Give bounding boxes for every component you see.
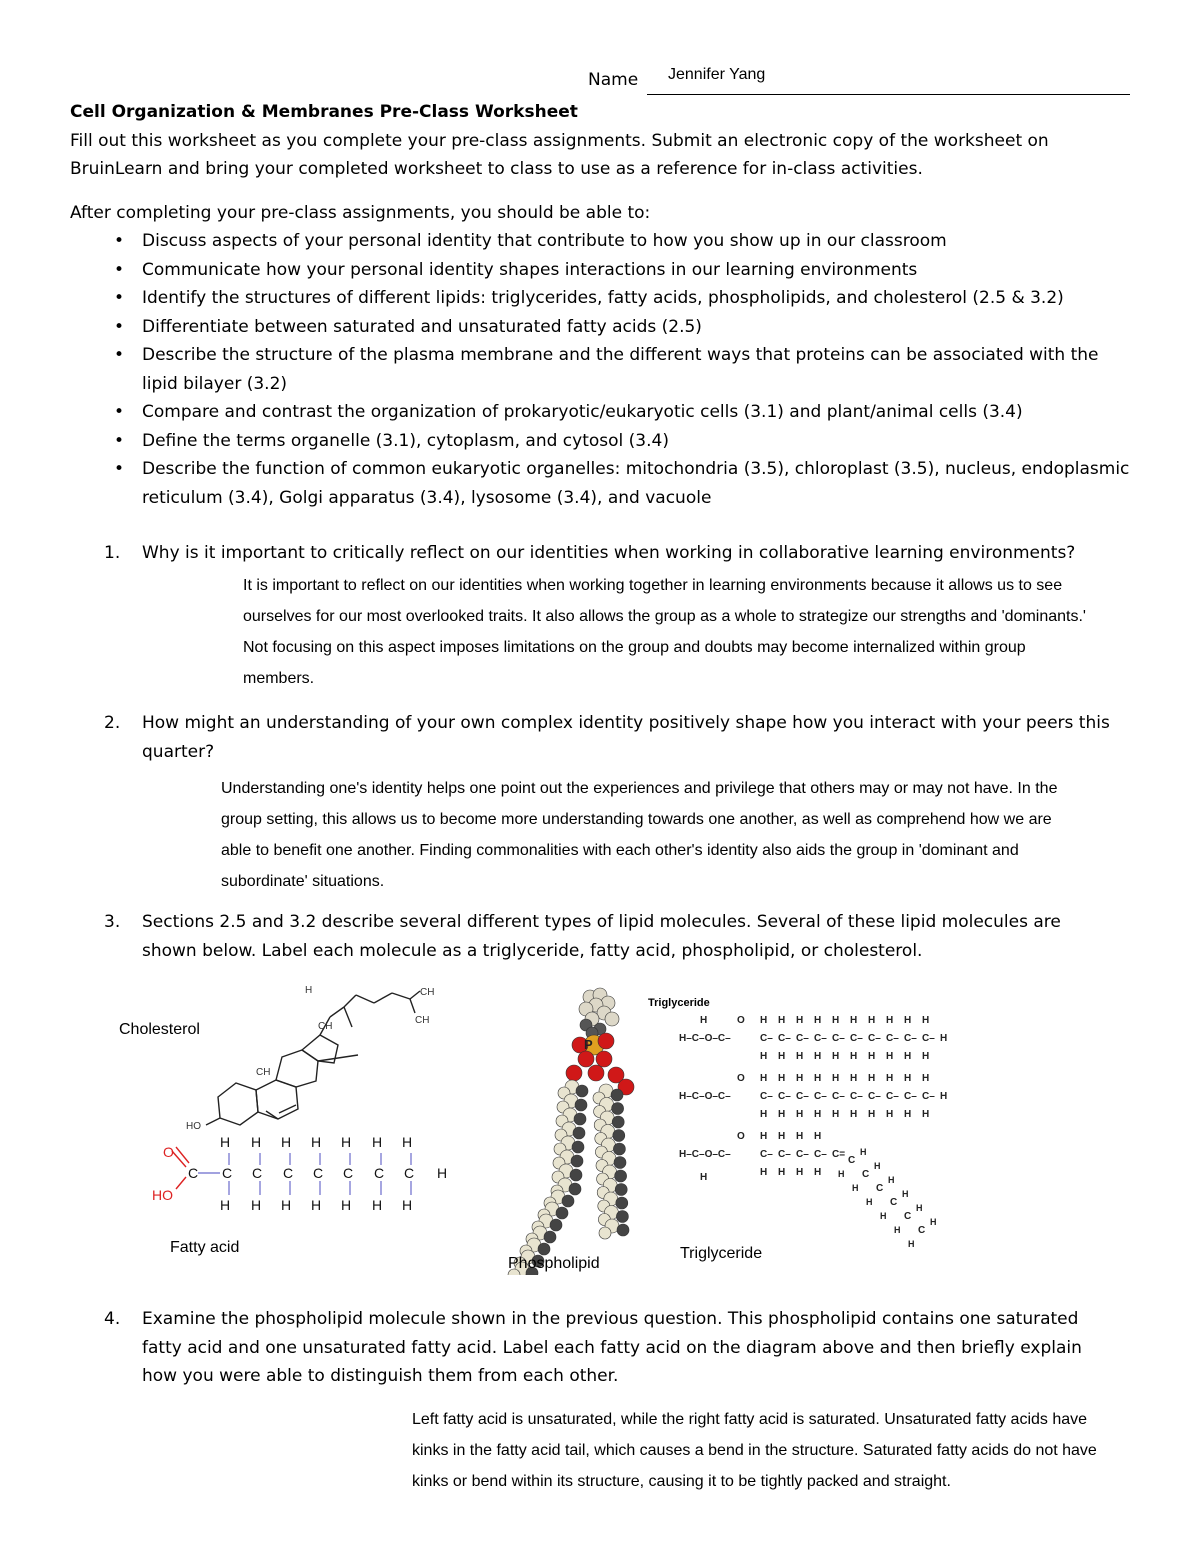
label-phospholipid: Phospholipid [508, 1255, 600, 1272]
objective-item: • Identify the structures of different lipids: triglycerides, fatty acids, phospholipids, and cholesterol (2.5 & 3.2) [70, 284, 1130, 313]
hydrogen-atom: H [838, 1169, 845, 1179]
hydrogen-atom: H [868, 1073, 876, 1084]
hydrogen-atom: H [281, 1197, 292, 1213]
objectives-list [70, 227, 1130, 512]
oxygen-atom: O [163, 1144, 174, 1160]
hydrogen-atom: H [922, 1109, 930, 1120]
carbon-atom: C– [778, 1149, 791, 1160]
methyl-label: CH [318, 1021, 333, 1032]
carbon-atom: C [890, 1197, 898, 1208]
question-1 [70, 539, 1130, 568]
hydrogen-atom: H [832, 1109, 840, 1120]
name-field[interactable]: Jennifer Yang [668, 66, 766, 83]
hydrogen-atom: H [886, 1109, 894, 1120]
carbon-atom: C [904, 1211, 912, 1222]
carbon-atom: C= [832, 1149, 846, 1160]
hydrogen-atom: H [852, 1183, 859, 1193]
head-atom [605, 1012, 619, 1026]
carbon-atom: C– [778, 1091, 791, 1102]
carbon-atom: C– [760, 1033, 773, 1044]
hydrogen-atom: H [832, 1051, 840, 1062]
hydrogen-atom: H [760, 1167, 768, 1178]
carbon-atom: C– [778, 1033, 791, 1044]
cholesterol-structure [206, 991, 420, 1125]
tail-carbon [573, 1127, 585, 1139]
tail-carbon [571, 1155, 583, 1167]
tail-carbon [570, 1169, 582, 1181]
label-fatty-acid: Fatty acid [170, 1239, 240, 1256]
question-3 [70, 908, 1130, 965]
hydrogen-atom: H [814, 1051, 822, 1062]
triglyceride-caption: Triglyceride [648, 997, 710, 1009]
oxygen-ball [598, 1033, 614, 1049]
hydrogen-atom: H [866, 1197, 873, 1207]
tail-carbon [617, 1224, 629, 1236]
carbon-atom: C [283, 1165, 294, 1181]
carbon-atom: C– [760, 1149, 773, 1160]
hydrogen-atom: H [868, 1051, 876, 1062]
objectives-lead: After completing your pre-class assignments, you should be able to: [70, 202, 651, 223]
oxygen-ball [566, 1065, 582, 1081]
tail-carbon [562, 1195, 574, 1207]
hydrogen-atom: H [886, 1051, 894, 1062]
hydrogen-atom: H [922, 1051, 930, 1062]
tail-carbon [612, 1103, 624, 1115]
tail-carbon [612, 1116, 624, 1128]
tail-carbon [615, 1184, 627, 1196]
carbon-atom: C– [796, 1033, 809, 1044]
hydrogen-atom: H [760, 1051, 768, 1062]
tail-carbon [576, 1085, 588, 1097]
objective-item: • Describe the structure of the plasma membrane and the different ways that proteins can be associated with the lipid bilayer (3.2) [70, 341, 1130, 398]
answer-4[interactable]: Left fatty acid is unsaturated, while the right fatty acid is saturated. Unsaturated fatty acids have kinks in the fatty acid tail, which causes a bend in the structure. Saturated fatty acids do not have kinks or bend within its structure, causing it to be tightly packed and straight. [412, 1411, 1097, 1490]
hydrogen-atom: H [220, 1197, 231, 1213]
ho-group: HO [186, 1121, 201, 1132]
objective-item: • Compare and contrast the organization of prokaryotic/eukaryotic cells (3.1) and plant/animal cells (3.4) [70, 398, 1130, 427]
hydrogen-atom: H [860, 1147, 867, 1157]
label-cholesterol: Cholesterol [119, 1021, 200, 1038]
carbon-atom: C [222, 1165, 233, 1181]
hydrogen-atom: H [796, 1015, 804, 1026]
carbon-atom: C [188, 1165, 199, 1181]
hydrogen-atom: H [894, 1225, 901, 1235]
hydrogen-atom: H [814, 1073, 822, 1084]
carbon-atom: C– [922, 1091, 935, 1102]
carbon-atom: C– [760, 1091, 773, 1102]
tail-carbon [614, 1157, 626, 1169]
tail-carbon [613, 1143, 625, 1155]
hydrogen-atom: H [778, 1109, 786, 1120]
name-underline [647, 94, 1130, 95]
hydrogen-atom: H [372, 1134, 383, 1150]
carbon-atom: C [404, 1165, 415, 1181]
tail-carbon [538, 1243, 550, 1255]
question-number: 3. [104, 912, 121, 932]
carbon-atom: C [343, 1165, 354, 1181]
carbon-atom: C– [922, 1033, 935, 1044]
oxygen-ball [588, 1065, 604, 1081]
hydrogen-atom: H [341, 1197, 352, 1213]
hydrogen-atom: H [402, 1197, 413, 1213]
hydrogen-atom: H [760, 1015, 768, 1026]
hydrogen-atom: H [796, 1073, 804, 1084]
hydrogen-atom: H [796, 1051, 804, 1062]
carbon-atom: C [252, 1165, 263, 1181]
hydrogen-atom: H [778, 1131, 786, 1142]
question-2 [70, 709, 1130, 766]
carbon-atom: C [876, 1183, 884, 1194]
question-text: Examine the phospholipid molecule shown in the previous question. This phospholipid contains one saturated fatty acid and one unsaturated fatty acid. Label each fatty acid on the diagram above and then briefly explain how you were able to distinguish them from each other. [142, 1309, 1082, 1386]
oxygen-ball [578, 1051, 594, 1067]
hydrogen-atom: H [880, 1211, 887, 1221]
carbon-atom: C– [850, 1091, 863, 1102]
tail-carbon [569, 1183, 581, 1195]
hydrogen-atom: H [832, 1015, 840, 1026]
hydrogen-atom: H [868, 1109, 876, 1120]
ester-linkage: H–C–O–C– [679, 1149, 731, 1160]
hydrogen-atom: H [778, 1073, 786, 1084]
question-text: How might an understanding of your own complex identity positively shape how you interact with your peers this quarter? [142, 713, 1110, 762]
question-text: Sections 2.5 and 3.2 describe several different types of lipid molecules. Several of these lipid molecules are shown below. Label each molecule as a triglyceride, fatty acid, phospholipid, or cholesterol. [142, 912, 1061, 961]
hydrogen-atom: H [251, 1197, 262, 1213]
tail-carbon [544, 1231, 556, 1243]
fatty-acid-structure [152, 1134, 447, 1213]
methyl-label: CH [256, 1067, 271, 1078]
carbon-atom: C– [796, 1091, 809, 1102]
hydrogen-atom: H [778, 1015, 786, 1026]
carbonyl-oxygen: O [737, 1131, 745, 1142]
ester-linkage: H–C–O–C– [679, 1091, 731, 1102]
carbon-atom: C– [832, 1033, 845, 1044]
carbon-atom: C– [886, 1091, 899, 1102]
carbon-atom: C– [904, 1033, 917, 1044]
hydrogen-atom: H [922, 1073, 930, 1084]
tail-carbon [572, 1141, 584, 1153]
hydrogen-atom: H [796, 1131, 804, 1142]
hydrogen-atom: H [850, 1051, 858, 1062]
hydrogen-atom: H [868, 1015, 876, 1026]
carbon-atom: C– [814, 1033, 827, 1044]
hydrogen-atom: H [796, 1167, 804, 1178]
hydrogen-atom: H [311, 1134, 322, 1150]
phospholipid-model [508, 988, 634, 1275]
phosphorus-atom: P [584, 1037, 593, 1052]
carbonyl-oxygen: O [737, 1073, 745, 1084]
hydrogen-atom: H [814, 1015, 822, 1026]
hydrogen-atom: H [760, 1073, 768, 1084]
objective-item: • Differentiate between saturated and unsaturated fatty acids (2.5) [70, 313, 1130, 342]
objective-item: • Describe the function of common eukaryotic organelles: mitochondria (3.5), chloroplast (3.5), nucleus, endoplasmic reticulum (3.4), Golgi apparatus (3.4), lysosome (3.4), and vacuole [70, 455, 1130, 512]
objective-item: • Communicate how your personal identity shapes interactions in our learning environments [70, 256, 1130, 285]
worksheet-title: Cell Organization & Membranes Pre-Class Worksheet [70, 102, 578, 122]
carbon-atom: C [862, 1169, 870, 1180]
methyl-label: CH [415, 1015, 430, 1026]
hydrogen-atom: H [814, 1131, 822, 1142]
hydrogen-atom: H [760, 1109, 768, 1120]
hydrogen-atom: H [311, 1197, 322, 1213]
carbonyl-oxygen: O [737, 1015, 745, 1026]
hydrogen-atom: H [778, 1167, 786, 1178]
hydrogen-atom: H [700, 1172, 708, 1183]
hydrogen-atom: H [940, 1091, 948, 1102]
hydrogen-atom: H [814, 1167, 822, 1178]
hydrogen-atom: H [930, 1217, 937, 1227]
hydrogen-atom: H [886, 1015, 894, 1026]
carbon-atom: C– [796, 1149, 809, 1160]
hydrogen-atom: H [281, 1134, 292, 1150]
hydrogen-atom: H [814, 1109, 822, 1120]
hydrogen-atom: H [888, 1175, 895, 1185]
tail-carbon [575, 1099, 587, 1111]
tail-carbon [611, 1089, 623, 1101]
hydrogen-atom: H [251, 1134, 262, 1150]
hydrogen-atom: H [700, 1015, 708, 1026]
hydrogen-atom: H [940, 1033, 948, 1044]
hydrogen-atom: H [922, 1015, 930, 1026]
name-label: Name [588, 70, 639, 90]
carbon-atom: C– [832, 1091, 845, 1102]
hydrogen-atom: H [874, 1161, 881, 1171]
question-number: 4. [104, 1309, 121, 1329]
carbon-atom: C– [904, 1091, 917, 1102]
hydrogen-atom: H [372, 1197, 383, 1213]
carbon-atom: C– [868, 1033, 881, 1044]
tail-carbon [616, 1211, 628, 1223]
hydrogen-atom: H [760, 1131, 768, 1142]
question-number: 2. [104, 713, 121, 733]
hydrogen-atom: H [796, 1109, 804, 1120]
hydrogen-atom: H [402, 1134, 413, 1150]
question-4 [70, 1305, 1130, 1391]
hydrogen-atom: H [341, 1134, 352, 1150]
hydrogen-atom: H [904, 1109, 912, 1120]
objective-item: • Discuss aspects of your personal identity that contribute to how you show up in our classroom [70, 227, 1130, 256]
methyl-label: CH [420, 987, 435, 998]
hydrogen-atom: H [437, 1165, 448, 1181]
hydrogen-atom: H [778, 1051, 786, 1062]
ester-linkage: H–C–O–C– [679, 1033, 731, 1044]
methyl-label: H [305, 985, 313, 996]
carbon-atom: C– [850, 1033, 863, 1044]
answer-2[interactable]: Understanding one's identity helps one point out the experiences and privilege that others may or may not have. In the group setting, this allows us to become more understanding towards one another, as well as comprehend how we are able to benefit one another. Finding commonalities with each other's identity also aids the group in 'dominant and subordinate' situations. [221, 780, 1058, 890]
hydrogen-atom: H [850, 1073, 858, 1084]
answer-1[interactable]: It is important to reflect on our identities when working together in learning environments because it allows us to see ourselves for our most overlooked traits. It also allows the group as a whole to strategize our strengths and 'dominants.' Not focusing on this aspect imposes limitations on the group and doubts may become internalized within group members. [243, 577, 1086, 687]
hydrogen-atom: H [886, 1073, 894, 1084]
question-text: Why is it important to critically reflect on our identities when working in collaborative learning environments? [142, 543, 1076, 563]
tail-atom [599, 1227, 611, 1239]
tail-carbon [574, 1113, 586, 1125]
hydrogen-atom: H [904, 1073, 912, 1084]
objective-item: • Define the terms organelle (3.1), cytoplasm, and cytosol (3.4) [70, 427, 1130, 456]
carbon-atom: C– [886, 1033, 899, 1044]
question-number: 1. [104, 543, 121, 563]
worksheet-intro: Fill out this worksheet as you complete your pre-class assignments. Submit an electronic copy of the worksheet on BruinLearn and bring your completed worksheet to class to use as a reference for in-class activities. [70, 130, 1049, 179]
oxygen-ball [596, 1051, 612, 1067]
carbon-atom: C– [814, 1149, 827, 1160]
carbon-atom: C [848, 1155, 856, 1166]
hydrogen-atom: H [850, 1109, 858, 1120]
carbon-atom: C [374, 1165, 385, 1181]
hydrogen-atom: H [904, 1015, 912, 1026]
lipid-diagrams [0, 975, 1200, 1275]
hydrogen-atom: H [916, 1203, 923, 1213]
tail-carbon [613, 1130, 625, 1142]
hydroxyl-group: HO [152, 1187, 173, 1203]
carbon-atom: C– [814, 1091, 827, 1102]
carbon-atom: C [918, 1225, 926, 1236]
hydrogen-atom: H [904, 1051, 912, 1062]
tail-carbon [550, 1219, 562, 1231]
tail-carbon [556, 1207, 568, 1219]
hydrogen-atom: H [832, 1073, 840, 1084]
hydrogen-atom: H [902, 1189, 909, 1199]
carbon-atom: C– [868, 1091, 881, 1102]
hydrogen-atom: H [908, 1239, 915, 1249]
triglyceride-structure [679, 1015, 947, 1249]
tail-carbon [615, 1170, 627, 1182]
worksheet-header [70, 98, 1130, 512]
hydrogen-atom: H [850, 1015, 858, 1026]
label-triglyceride: Triglyceride [680, 1245, 763, 1262]
hydrogen-atom: H [220, 1134, 231, 1150]
lipid-figure [0, 975, 1200, 1275]
carbon-atom: C [313, 1165, 324, 1181]
tail-carbon [616, 1197, 628, 1209]
